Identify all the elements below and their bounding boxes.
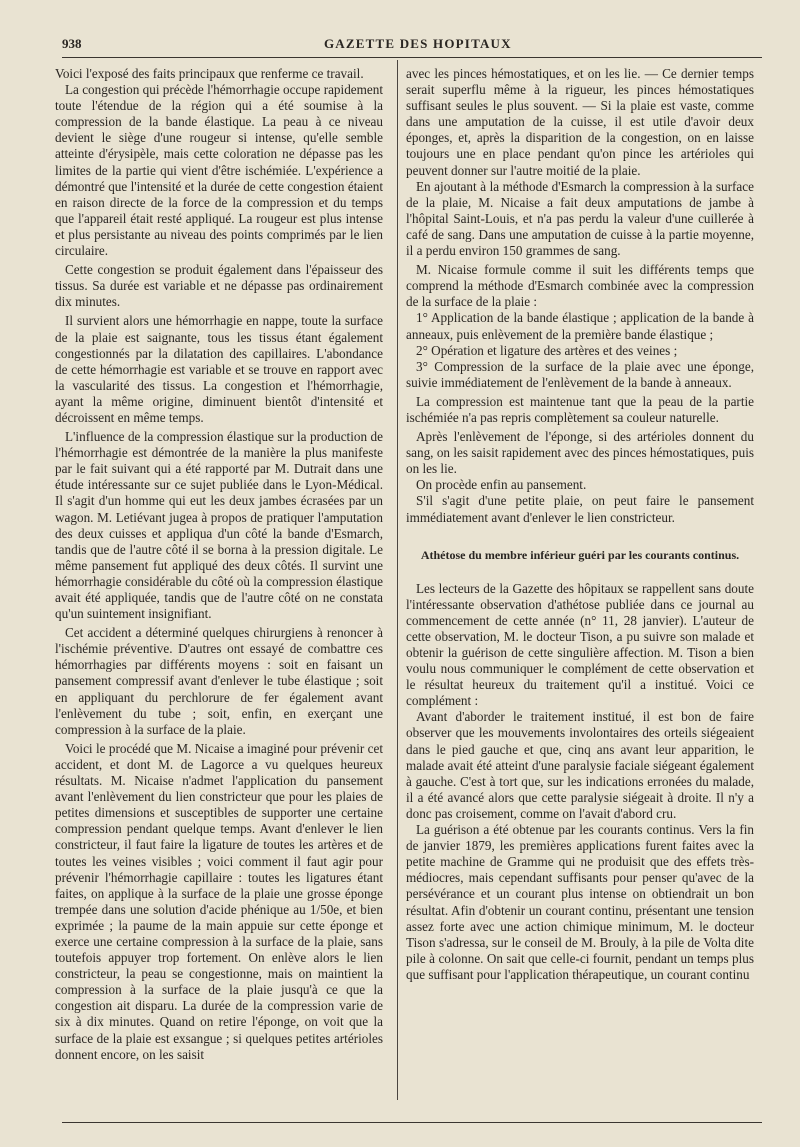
- paragraph: Voici le procédé que M. Nicaise a imaginé pour prévenir cet accident, et dont M. de Lagorce a vu quelques heureux résultats. M. Nicaise n'admet l'application du pansement avant l'enlèvement du lien constricteur que pour les plaies de petites dimensions et susceptibles de supporter une certaine compression pendant quelque temps. Avant d'enlever le lien constricteur, il faut faire la ligature de toutes les artères et de toutes les veines visibles ; voici comment il faut agir pour prévenir l'hémorrhagie capillaire : toutes les ligatures étant faites, on applique à la surface de la plaie une grosse éponge trempée dans une solution d'acide phénique au 1/50e, et bien exprimée ; la paume de la main appuie sur cette éponge et exerce une certaine compression à la surface de la plaie, sans toutefois appuyer trop fortement. On enlève alors le lien constricteur, la peau se congestionne, mais on maintient la compression à la surface de la plaie jusqu'à ce que la congestion ait disparu. La durée de la compression varie de six à dix minutes. Quand on retire l'éponge, on voit que la surface de la plaie est exsangue ; si quelques petites artérioles donnent encore, on les saisit: [55, 740, 383, 1062]
- page-number: 938: [62, 36, 82, 51]
- paragraph: Cette congestion se produit également dans l'épaisseur des tissus. Sa durée est variable et ne dépasse pas ordinairement dix minutes.: [55, 262, 383, 310]
- footer-rule: [62, 1122, 762, 1123]
- paragraph: avec les pinces hémostatiques, et on les lie. — Ce dernier temps serait superflu même à la rigueur, les pinces hémostatiques suffisant seules le plus souvent. — Si la plaie est vaste, comme dans une amputation de la cuisse, il est utile d'avoir deux éponges, et, après la disparition de la congestion, on en laisse toujours une en place pendant qu'on pince les artérioles qui peuvent donner sur l'autre moitié de la plaie.: [406, 66, 754, 178]
- paragraph: Voici l'exposé des faits principaux que renferme ce travail.: [55, 66, 364, 81]
- paragraph: La compression est maintenue tant que la peau de la partie ischémiée n'a pas repris complètement sa couleur naturelle.: [406, 393, 754, 425]
- header-rule: [62, 57, 762, 58]
- right-column: [406, 66, 754, 983]
- left-column: [55, 66, 383, 1063]
- paragraph: La guérison a été obtenue par les courants continus. Vers la fin de janvier 1879, les premières applications furent faites avec la petite machine de Gramme qui ne produisit que des effets très-médiocres, mais cependant suffisants pour penser qu'avec de la persévérance et un courant plus intense on obtiendrait un bon résultat. Afin d'obtenir un courant continu, présentant une tension assez forte avec une action chimique minimum, M. le docteur Tison s'adressa, sur le conseil de M. Brouly, à la pile de Volta dite pile à colonne. On sait que celle-ci fournit, pendant un temps plus que suffisant pour l'application thérapeutique, un courant continu: [406, 822, 754, 982]
- column-divider: [397, 60, 398, 1100]
- paragraph: Il survient alors une hémorrhagie en nappe, toute la surface de la plaie est saignante, tous les tissus étant également congestionnés par la dilatation des capillaires. L'abondance de cette hémorrhagie est variable et se trouve en rapport avec la vascularité des tissus. La congestion et l'hémorrhagie, ayant la même origine, diminuent bientôt d'intensité et décroissent en même temps.: [55, 313, 383, 425]
- paragraph: On procède enfin au pansement.: [416, 477, 587, 493]
- paragraph: En ajoutant à la méthode d'Esmarch la compression à la surface de la plaie, M. Nicaise a fait deux amputations de jambe à l'hôpital Saint-Louis, et n'a pas perdu la valeur d'une cuillerée à café de sang. Dans une amputation de cuisse à la partie moyenne, il a perdu environ 150 grammes de sang.: [406, 178, 754, 259]
- paragraph: M. Nicaise formule comme il suit les différents temps que comprend la méthode d'Esmarch combinée avec la compression de la surface de la plaie :: [406, 262, 754, 310]
- list-item: 2° Opération et ligature des artères et des veines ;: [416, 342, 678, 358]
- paragraph: S'il s'agit d'une petite plaie, on peut faire le pansement immédiatement avant d'enlever le lien constricteur.: [406, 493, 754, 525]
- paragraph: L'influence de la compression élastique sur la production de l'hémorrhagie est démontrée de la manière la plus manifeste par le fait suivant qui a été rapporté par M. Dutrait dans une étude intéressante sur ce sujet publiée dans le Lyon-Médical. Il s'agit d'un homme qui eut les deux jambes écrasées par un wagon. M. Letiévant jugea à propos de pratiquer l'amputation des deux cuisses et appliqua d'un côté la bande d'Esmarch, tandis que de l'autre côté il se borna à la pression digitale. Le même pansement fut appliqué des deux côtés. Il survint une hémorrhagie considérable du côté où la compression élastique avait été appliquée, tandis que de l'autre côté on ne constata qu'un suintement insignifiant.: [55, 429, 383, 622]
- page-header: [62, 28, 762, 54]
- paragraph: Les lecteurs de la Gazette des hôpitaux se rappellent sans doute l'intéressante observation d'athétose publiée dans ce journal au commencement de cette année (n° 11, 28 janvier). L'auteur de cette observation, M. le docteur Tison, a pu suivre son malade et obtenir la guérison de cette singulière affection. M. Tison a bien voulu nous communiquer le complément de cette observation et le résultat heureux du traitement qu'il a institué. Voici ce complément :: [406, 580, 754, 709]
- article-title: Athétose du membre inférieur guéri par les courants continus.: [420, 547, 740, 562]
- journal-title: GAZETTE DES HOPITAUX: [324, 36, 512, 51]
- list-item: 3° Compression de la surface de la plaie avec une éponge, suivie immédiatement de l'enlèvement de la bande à anneaux.: [406, 358, 754, 390]
- paragraph: Après l'enlèvement de l'éponge, si des artérioles donnent du sang, on les saisit rapidement avec des pinces hémostatiques, puis on les lie.: [406, 429, 754, 477]
- list-item: 1° Application de la bande élastique ; application de la bande à anneaux, puis enlèvement de la première bande élastique ;: [406, 310, 754, 342]
- paragraph: La congestion qui précède l'hémorrhagie occupe rapidement toute l'étendue de la région qui a été soumise à la compression de la bande élastique. La peau à ce niveau devient le siège d'une rougeur si intense, qu'elle semble atteinte d'érysipèle, mais cette coloration ne dépasse pas les limites de la partie qui vient d'être ischémiée. L'expérience a démontré que l'intensité et la durée de cette congestion étaient en raison directe de la force de la compression et du temps que l'appareil était resté appliqué. La rougeur est plus intense et plus persistante au niveau des points comprimés par le lien circulaire.: [55, 82, 384, 259]
- paragraph: Avant d'aborder le traitement institué, il est bon de faire observer que les mouvements involontaires des orteils siégeaient dans le pied gauche et que, cinq ans avant leur apparition, le malade avait été atteint d'une paralysie faciale siégeant également à gauche. C'est à tort que, sur les indications erronées du malade, il a été avancé alors que cette paralysie siégeait à droite. Il n'y a donc pas croisement, comme on l'avait d'abord cru.: [406, 709, 754, 821]
- paragraph: Cet accident a déterminé quelques chirurgiens à renoncer à l'ischémie préventive. D'autres ont essayé de combattre ces hémorrhagies par différents moyens : soit en faisant un pansement compressif avant d'enlever le tube élastique ; soit en appliquant du perchlorure de fer également avant l'enlèvement du tube ; soit, enfin, en exerçant une compression à la surface de la plaie.: [55, 625, 383, 737]
